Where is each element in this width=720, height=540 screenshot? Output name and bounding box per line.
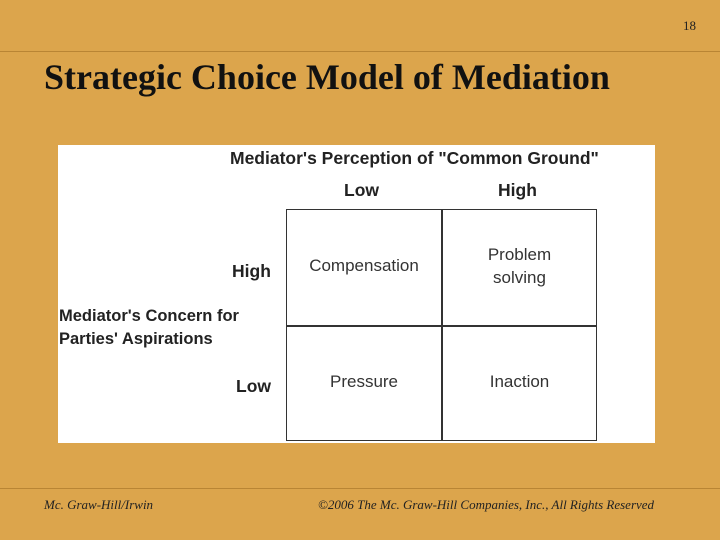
header-divider xyxy=(0,51,720,52)
strategy-grid xyxy=(286,209,597,441)
footer-divider xyxy=(0,488,720,489)
row-axis-title-line2: Parties' Aspirations xyxy=(59,330,213,348)
column-label-high: High xyxy=(498,180,537,200)
cell-problem-solving-line2: solving xyxy=(493,267,546,287)
row-label-low: Low xyxy=(236,376,271,396)
cell-compensation xyxy=(287,210,441,325)
cell-inaction xyxy=(443,327,596,440)
column-axis-title: Mediator's Perception of "Common Ground" xyxy=(230,148,599,168)
row-axis-title xyxy=(59,305,239,351)
cell-compensation-label: Compensation xyxy=(309,256,419,275)
row-axis-title-line1: Mediator's Concern for xyxy=(59,307,239,325)
column-label-low: Low xyxy=(344,180,379,200)
cell-problem-solving-line1: Problem xyxy=(487,244,552,264)
cell-pressure-label: Pressure xyxy=(329,372,399,391)
footer-copyright: ©2006 The Mc. Graw-Hill Companies, Inc., All Rights Reserved xyxy=(318,497,655,512)
page-number: 18 xyxy=(683,18,696,33)
footer-publisher: Mc. Graw-Hill/Irwin xyxy=(44,497,154,512)
cell-inaction-label: Inaction xyxy=(489,372,550,391)
mediation-matrix-panel xyxy=(58,145,655,443)
row-label-high: High xyxy=(232,261,271,281)
cell-problem-solving xyxy=(443,210,596,325)
slide-title: Strategic Choice Model of Mediation xyxy=(44,57,610,97)
cell-pressure xyxy=(287,327,441,440)
